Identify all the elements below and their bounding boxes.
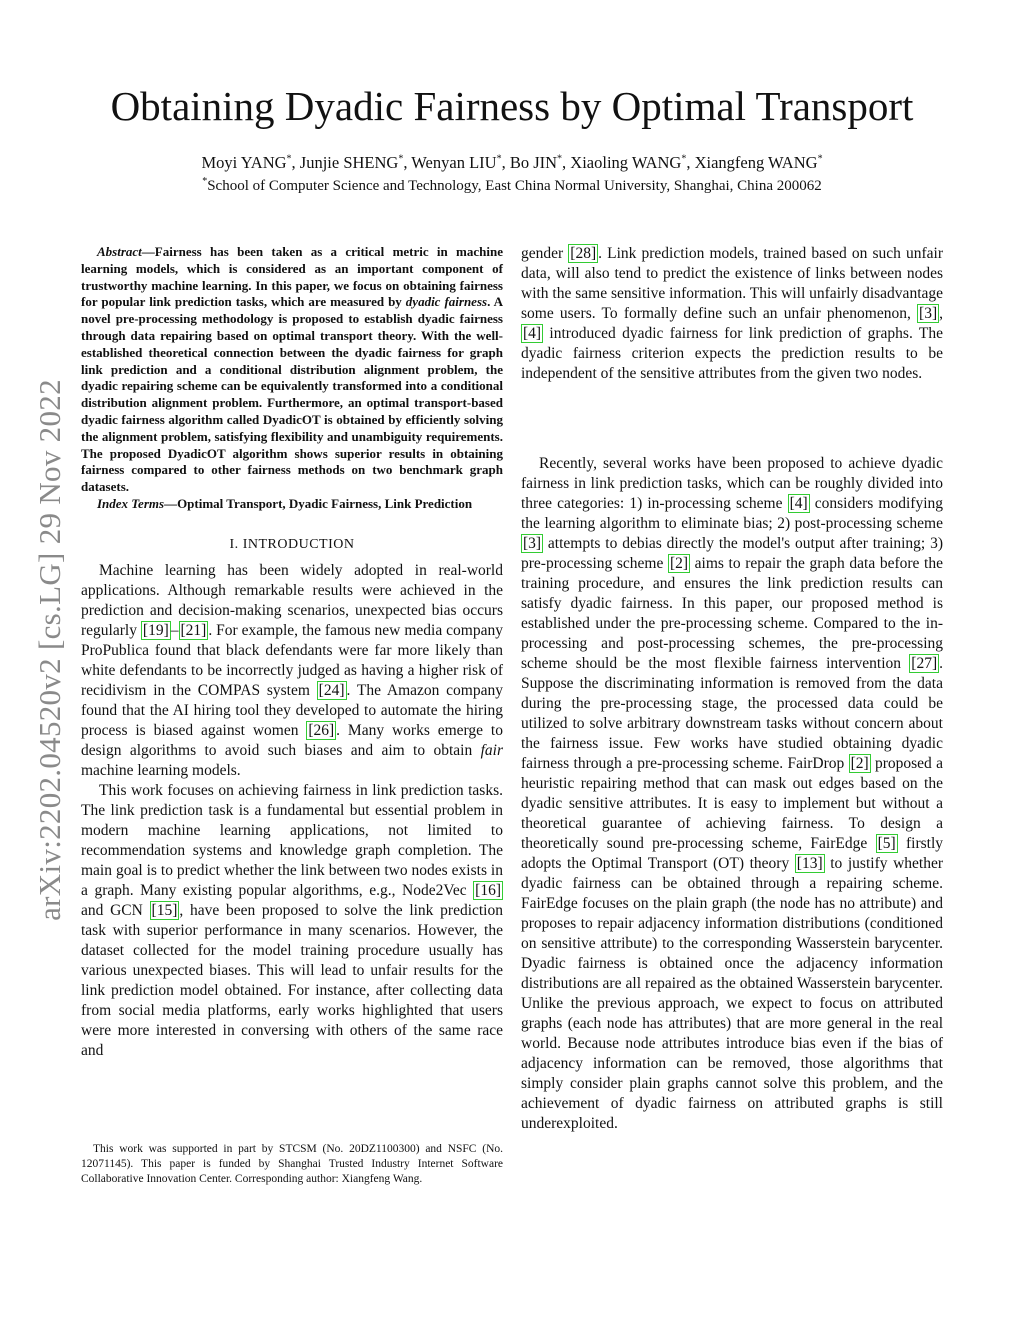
author: Xiaoling WANG — [570, 153, 682, 172]
intro-paragraph-1: Machine learning has been widely adopted in real-world applications. Although remarkable results were achieved in the prediction and decision-making scenarios, unexpected bias occurs regularly [19] – [21] . For example, the famous new media company ProPublica found that black defendants were far more likely than white defendants to be incorrectly judged as having a higher risk of recidivism in the COMPAS system [24] . The Amazon company found that the AI hiring tool they developed to automate the hiring process is biased against women [26] . Many works emerge to design algorithms to avoid such biases and aim to obtain fair machine learning models. — [81, 561, 503, 779]
affiliation: *School of Computer Science and Technology, East China Normal University, Shanghai, China 200062 — [202, 176, 822, 194]
citation-link[interactable]: [5] — [877, 835, 896, 852]
right-paragraph-2: Recently, several works have been proposed to achieve dyadic fairness in link prediction tasks, which can be roughly divided into three categories: 1) in-processing scheme [4] considers modifying the learning algorithm to eliminate bias; 2) post-processing scheme [3] attempts to debias directly the model's output after training; 3) pre-processing scheme [2] aims to repair the graph data before the training procedure, and ensures the link prediction results can satisfy dyadic fairness. In this paper, our proposed method is established under the pre-processing scheme. Compared to the in-processing and post-processing schemes, the pre-processing scheme should be the most flexible fairness intervention [27] . Suppose the discriminating information is removed from the data during the pre-processing stage, the processed data could be utilized to solve arbitrary downstream tasks without concern about the fairness issue. Few works have studied obtaining dyadic fairness through a pre-processing scheme. FairDrop [2] proposed a heuristic repairing method that can mask out edges based on the dyadic sensitive attributes. It is easy to implement but without a theoretical guarantee of achieving fairness. To design a theoretically sound pre-processing scheme, FairEdge [5] firstly adopts the Optimal Transport (OT) theory [13] to justify whether dyadic fairness can be obtained through a repairing scheme. FairEdge focuses on the plain graph (the node has no attribute) and proposes to repair adjacency information distributions (conditioned on sensitive attribute) to the corresponding Wasserstein barycenter. Dyadic fairness is obtained once the adjacency information distributions are all repaired as the obtained Wasserstein barycenter. Unlike the previous approach, we expect to focus on attributed graphs (each node has attributes) that are more general in the real world. Because node attributes introduce bias even if the bias of adjacency information can be removed, those algorithms that simply consider plain graphs cannot solve this problem, and the achievement of dyadic fairness on attributed graphs is still underexploited. — [521, 455, 944, 1132]
citation-link[interactable]: [16] — [475, 881, 501, 899]
citation-link[interactable]: [24] — [318, 681, 345, 699]
author: Moyi YANG — [201, 153, 287, 172]
citation-link[interactable]: [27] — [911, 655, 938, 672]
citation-link[interactable]: [13] — [796, 855, 823, 872]
author-list: Moyi YANG*, Junjie SHENG*, Wenyan LIU*, Bo JIN*, Xiaoling WANG*, Xiangfeng WANG* — [201, 153, 823, 172]
index-terms: Index Terms—Optimal Transport, Dyadic Fairness, Link Prediction — [97, 495, 473, 511]
citation-link[interactable]: [19] — [142, 621, 169, 639]
intro-paragraph-2: This work focuses on achieving fairness in link prediction tasks. The link prediction task is a fundamental but essential problem in modern machine learning applications, not limited to recommendation systems and knowledge graph completion. The main goal is to predict whether the link between two nodes exists in a graph. Many existing popular algorithms, e.g., Node2Vec [16] and GCN [15] , have been proposed to solve the link prediction task with superior performance in many scenarios. However, the dataset collected for the model training procedure usually has various unexpected biases. This will lead to unfair results for the link prediction model obtained. For instance, after collecting data from social media platforms, early works highlighted that users were more interested in conversing with others of the same race and — [81, 781, 503, 1059]
abstract-label: Abstract — [97, 244, 142, 259]
citation-link[interactable]: [4] — [789, 495, 808, 512]
column-gap — [521, 384, 943, 454]
author: Junjie SHENG — [299, 153, 399, 172]
citation-link[interactable]: [28] — [570, 245, 597, 262]
author: Wenyan LIU — [411, 153, 497, 172]
paper-title: Obtaining Dyadic Fairness by Optimal Transport — [110, 83, 914, 129]
arxiv-stamp — [30, 330, 70, 970]
abstract: Abstract—Fairness has been taken as a critical metric in machine learning models, which is considered as an important component of trustworthy machine learning. In this paper, we focus on obtaining fairness for popular link prediction tasks, which are measured by dyadic fairness. A novel pre-processing methodology is proposed to establish dyadic fairness through data repairing based on optimal transport theory. With the well-established theoretical connection between the dyadic fairness for graph link prediction and a conditional distribution alignment problem, the dyadic repairing scheme can be equivalently transformed into a conditional distribution alignment problem. Furthermore, an optimal transport-based dyadic fairness algorithm called DyadicOT is obtained by efficiently solving the alignment problem, satisfying flexibility and unambiguity requirements. The proposed DyadicOT algorithm shows superior results in obtaining fairness compared to other fairness methods on two benchmark graph datasets. — [81, 244, 503, 495]
author: Xiangfeng WANG — [694, 153, 818, 172]
citation-link[interactable]: [3] — [919, 305, 938, 322]
citation-link[interactable]: [4] — [523, 325, 542, 342]
citation-link[interactable]: [26] — [308, 721, 335, 739]
author: Bo JIN — [509, 153, 558, 172]
citation-link[interactable]: [15] — [151, 901, 178, 919]
left-column — [81, 244, 503, 1061]
index-terms-label: Index Terms — [97, 495, 165, 511]
citation-link[interactable]: [2] — [669, 555, 689, 572]
citation-link[interactable]: [2] — [850, 755, 869, 772]
section-heading: I. INTRODUCTION — [229, 536, 355, 552]
right-paragraph-1: gender [28] . Link prediction models, trained based on such unfair data, will also tend to predict the existence of links between nodes with the same sensitive information. This will unfairly disadvantage some users. To formally define such an unfair phenomenon, [3] , [4] introduced dyadic fairness for link prediction of graphs. The dyadic fairness criterion expects the prediction results to be independent of the sensitive attributes from the given two nodes. — [521, 245, 944, 382]
citation-link[interactable]: [21] — [180, 621, 207, 639]
citation-link[interactable]: [3] — [523, 535, 542, 552]
footnote: This work was supported in part by STCSM (No. 20DZ1100300) and NSFC (No. 12071145). This paper is funded by Shanghai Trusted Industry Internet Software Collaborative Innovation Center. Corresponding author: Xiangfeng Wang. — [81, 1143, 503, 1185]
arxiv-id: arXiv:2202.04520v2 [cs.LG] 29 Nov 2022 — [32, 379, 67, 921]
right-column — [521, 244, 943, 1134]
